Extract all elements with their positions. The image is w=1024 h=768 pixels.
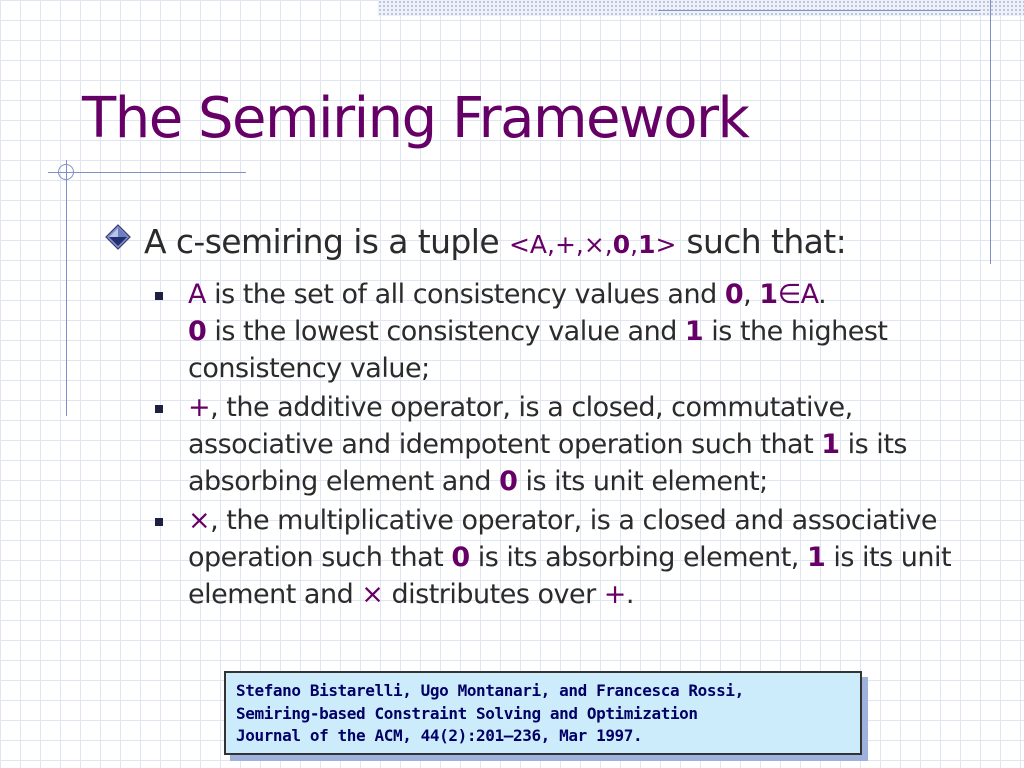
symbol-one: 1 <box>759 279 778 310</box>
decoration-line <box>990 0 991 264</box>
citation-authors: Stefano Bistarelli, Ugo Montanari, and Francesca Rossi, <box>236 681 744 700</box>
text: distributes over <box>383 579 604 610</box>
symbol-one: 1 <box>821 429 840 460</box>
text: is the highest consistency value; <box>188 316 888 384</box>
main-bullet-prefix: A c-semiring is a tuple <box>144 222 509 261</box>
square-bullet-icon <box>155 292 163 300</box>
symbol-times: × <box>188 505 211 536</box>
header-decoration-band <box>378 0 1024 16</box>
text: , the additive operator, is a closed, commutative, associative and idempotent operation such that <box>188 392 853 460</box>
text: is its unit element; <box>517 466 768 497</box>
tuple-comma: , <box>630 230 639 259</box>
tuple-open: <A,+,×, <box>508 230 613 259</box>
symbol-zero: 0 <box>188 316 207 347</box>
text: is the lowest consistency value and <box>206 316 685 347</box>
symbol-zero: 0 <box>499 466 518 497</box>
decoration-line <box>658 10 980 11</box>
symbol-times: × <box>361 579 384 610</box>
main-bullet-suffix: such that: <box>676 222 847 261</box>
sub-bullet-multiplicative <box>155 502 975 613</box>
decoration-circle-icon <box>58 164 74 180</box>
sub-bullet-set-a <box>155 276 975 387</box>
symbol-plus: + <box>603 579 626 610</box>
sub-bullet-list <box>155 276 975 615</box>
tuple-one: 1 <box>638 230 656 259</box>
text: is the set of all consistency values and <box>205 279 725 310</box>
sub-bullet-additive <box>155 389 975 500</box>
text: , the multiplicative operator, is a closed and associative operation such that <box>188 505 937 573</box>
symbol-a: A <box>188 279 206 310</box>
square-bullet-icon <box>155 518 163 526</box>
symbol-one: 1 <box>806 542 826 573</box>
citation-title: Semiring-based Constraint Solving and Optimization <box>236 703 698 723</box>
tuple-zero: 0 <box>612 230 631 259</box>
symbol-zero: 0 <box>724 279 744 310</box>
text: , <box>743 279 760 310</box>
square-bullet-icon <box>155 405 163 413</box>
text: . <box>625 579 635 610</box>
citation-journal: Journal of the ACM, 44(2):201–236, Mar 1997. <box>236 726 643 745</box>
main-bullet <box>108 222 846 261</box>
tuple-close: > <box>655 230 677 259</box>
symbol-element-of-a: ∈A <box>777 279 819 310</box>
text: is its absorbing element, <box>469 542 807 573</box>
symbol-one: 1 <box>684 316 704 347</box>
text: is its absorbing element and <box>188 429 907 497</box>
text: is its unit element and <box>188 542 952 610</box>
symbol-zero: 0 <box>451 542 470 573</box>
citation-box <box>224 671 862 755</box>
decoration-line <box>66 160 67 416</box>
text: . <box>818 279 827 310</box>
symbol-plus: + <box>188 392 211 423</box>
slide-title: The Semiring Framework <box>82 86 749 151</box>
decoration-line <box>48 172 246 173</box>
